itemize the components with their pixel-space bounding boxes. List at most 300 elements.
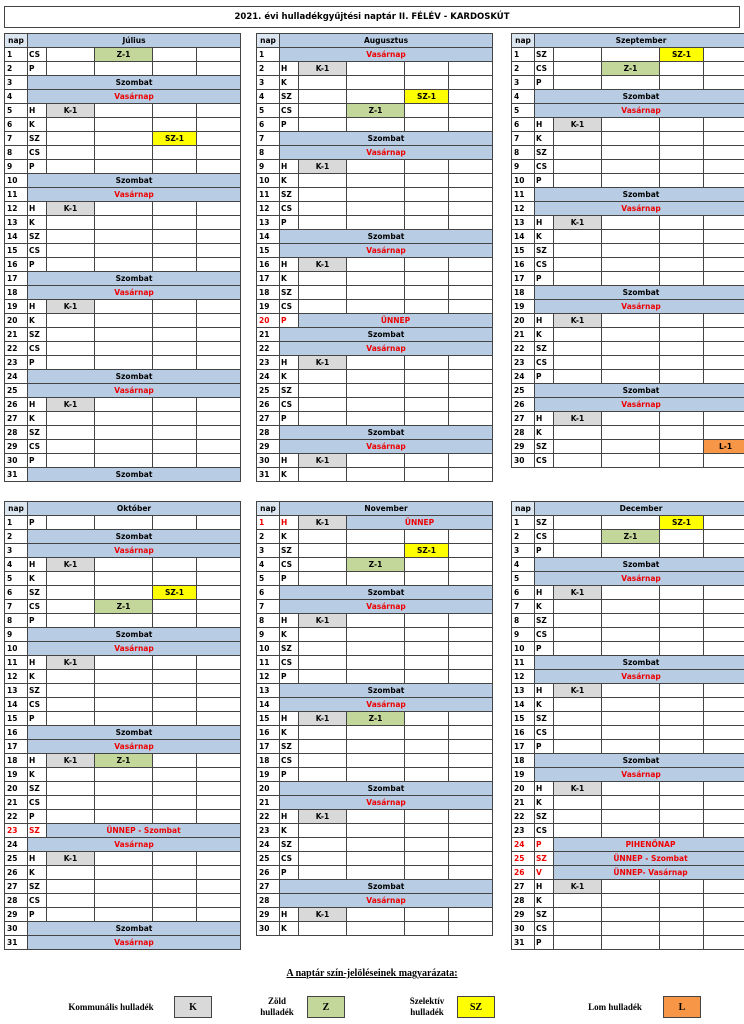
day-number: 2 [5,530,28,544]
day-number: 23 [5,824,28,838]
day-row [5,922,241,936]
empty-cell [197,146,241,160]
empty-cell [704,160,744,174]
day-number: 31 [5,936,28,950]
empty-cell [153,684,197,698]
day-number: 8 [257,146,280,160]
day-number: 3 [257,76,280,90]
day-number: 29 [5,440,28,454]
empty-cell [602,244,660,258]
empty-cell [299,412,347,426]
empty-cell [347,174,405,188]
day-number: 1 [512,48,535,62]
empty-cell [197,160,241,174]
weekday: SZ [28,426,47,440]
weekday: H [280,908,299,922]
empty-cell [602,908,660,922]
day-number: 30 [257,454,280,468]
empty-cell [704,740,744,754]
weekday: CS [535,726,554,740]
weekday: H [28,656,47,670]
weekday: CS [280,558,299,572]
day-row [257,796,493,810]
day-number: 19 [5,300,28,314]
month-header-row [257,34,493,48]
day-number: 2 [512,530,535,544]
month-header-row [512,502,744,516]
weekday: P [535,174,554,188]
weekday: H [280,62,299,76]
nap-header: nap [257,502,280,516]
weekday: H [280,516,299,530]
empty-cell [347,118,405,132]
empty-cell [153,600,197,614]
empty-cell [95,810,153,824]
empty-cell [197,894,241,908]
empty-cell [660,76,704,90]
empty-cell [660,740,704,754]
empty-cell [405,754,449,768]
saturday-label: Szombat [280,230,493,244]
day-number: 17 [5,272,28,286]
day-row [512,838,744,852]
day-number: 27 [512,412,535,426]
day-row [257,782,493,796]
empty-cell [153,160,197,174]
day-row [257,76,493,90]
empty-cell [602,586,660,600]
empty-cell [47,118,95,132]
weekday: SZ [280,384,299,398]
empty-cell [554,342,602,356]
day-row [5,558,241,572]
weekday: H [535,880,554,894]
day-row [512,852,744,866]
day-row [512,90,744,104]
empty-cell [405,712,449,726]
empty-cell [153,866,197,880]
day-row [512,698,744,712]
empty-cell [197,768,241,782]
empty-cell [153,782,197,796]
day-number: 28 [5,426,28,440]
empty-cell [704,454,744,468]
weekday: CS [280,754,299,768]
empty-cell [660,726,704,740]
day-row [512,726,744,740]
collection-code: K-1 [554,586,602,600]
empty-cell [299,384,347,398]
day-row [512,782,744,796]
day-number: 22 [512,342,535,356]
empty-cell [95,244,153,258]
collection-code: SZ-1 [153,132,197,146]
empty-cell [197,600,241,614]
empty-cell [704,642,744,656]
day-row [257,586,493,600]
day-row [512,146,744,160]
weekday: K [535,426,554,440]
empty-cell [554,698,602,712]
empty-cell [95,356,153,370]
day-number: 10 [512,642,535,656]
day-row [257,642,493,656]
weekday: CS [28,698,47,712]
legend-item [405,993,495,1021]
day-number: 20 [5,782,28,796]
weekday: K [535,328,554,342]
empty-cell [47,572,95,586]
empty-cell [602,726,660,740]
weekday: H [280,454,299,468]
empty-cell [347,544,405,558]
empty-cell [449,160,493,174]
empty-cell [704,796,744,810]
day-row [257,202,493,216]
day-number: 8 [512,146,535,160]
empty-cell [95,412,153,426]
day-row [257,188,493,202]
empty-cell [153,412,197,426]
day-number: 26 [257,866,280,880]
day-row [5,62,241,76]
empty-cell [660,936,704,950]
empty-cell [95,160,153,174]
empty-cell [153,572,197,586]
empty-cell [704,908,744,922]
day-row [512,104,744,118]
empty-cell [347,272,405,286]
day-row [512,300,744,314]
empty-cell [347,188,405,202]
weekday: CS [535,454,554,468]
empty-cell [405,628,449,642]
day-row [512,642,744,656]
empty-cell [602,146,660,160]
day-number: 9 [5,628,28,642]
month-name: November [280,502,493,516]
empty-cell [95,118,153,132]
sunday-label: Vasárnap [535,572,744,586]
saturday-label: Szombat [28,272,241,286]
empty-cell [660,440,704,454]
day-number: 30 [257,922,280,936]
empty-cell [602,600,660,614]
weekday: H [28,300,47,314]
weekday: K [535,698,554,712]
day-row [5,838,241,852]
day-row [257,272,493,286]
day-number: 4 [257,558,280,572]
holiday-label: ÜNNEP - Szombat [554,852,744,866]
empty-cell [449,454,493,468]
weekday: CS [280,202,299,216]
day-row [512,258,744,272]
day-row [512,614,744,628]
collection-code: K-1 [299,810,347,824]
collection-code: K-1 [554,684,602,698]
empty-cell [602,370,660,384]
day-row [512,384,744,398]
empty-cell [95,684,153,698]
day-number: 19 [257,768,280,782]
empty-cell [153,426,197,440]
empty-cell [405,614,449,628]
saturday-label: Szombat [280,586,493,600]
empty-cell [660,642,704,656]
empty-cell [197,782,241,796]
empty-cell [299,852,347,866]
empty-cell [405,810,449,824]
day-row [5,272,241,286]
month-name: Augusztus [280,34,493,48]
weekday: SZ [280,544,299,558]
empty-cell [554,160,602,174]
empty-cell [449,754,493,768]
day-row [5,426,241,440]
empty-cell [449,62,493,76]
empty-cell [299,726,347,740]
weekday: P [280,412,299,426]
sunday-label: Vasárnap [280,48,493,62]
empty-cell [449,398,493,412]
empty-cell [554,258,602,272]
day-number: 6 [5,118,28,132]
sunday-label: Vasárnap [535,398,744,412]
day-row [5,216,241,230]
empty-cell [95,146,153,160]
empty-cell [95,852,153,866]
day-row [5,300,241,314]
legend-item [575,993,701,1021]
weekday: SZ [28,586,47,600]
day-row [5,342,241,356]
day-number: 12 [512,670,535,684]
empty-cell [197,342,241,356]
day-row [257,90,493,104]
day-row [512,586,744,600]
weekday: P [535,740,554,754]
empty-cell [197,712,241,726]
empty-cell [660,244,704,258]
weekday: P [535,370,554,384]
month-name: Október [28,502,241,516]
day-number: 21 [5,796,28,810]
weekday: H [535,782,554,796]
empty-cell [299,740,347,754]
day-row [257,286,493,300]
empty-cell [449,824,493,838]
empty-cell [602,642,660,656]
day-number: 13 [512,216,535,230]
day-row [257,146,493,160]
empty-cell [602,426,660,440]
empty-cell [47,614,95,628]
empty-cell [554,530,602,544]
empty-cell [153,244,197,258]
weekday: CS [280,398,299,412]
empty-cell [347,922,405,936]
weekday: P [280,118,299,132]
empty-cell [347,908,405,922]
day-number: 1 [257,48,280,62]
month-name: Szeptember [535,34,744,48]
nap-header: nap [512,34,535,48]
day-row [5,202,241,216]
day-row [257,852,493,866]
empty-cell [660,412,704,426]
collection-code: K-1 [554,216,602,230]
day-row [257,132,493,146]
empty-cell [347,468,405,482]
empty-cell [153,104,197,118]
day-number: 11 [5,656,28,670]
day-number: 14 [512,230,535,244]
day-row [5,384,241,398]
empty-cell [554,796,602,810]
weekday: H [280,258,299,272]
day-row [512,600,744,614]
day-row [512,908,744,922]
empty-cell [405,356,449,370]
empty-cell [95,866,153,880]
day-number: 28 [5,894,28,908]
empty-cell [602,258,660,272]
weekday: CS [535,62,554,76]
empty-cell [704,628,744,642]
weekday: CS [28,600,47,614]
month-name: Július [28,34,241,48]
empty-cell [704,356,744,370]
empty-cell [47,426,95,440]
empty-cell [197,684,241,698]
collection-code: K-1 [299,454,347,468]
empty-cell [299,104,347,118]
weekday: SZ [28,880,47,894]
weekday: CS [280,852,299,866]
weekday: SZ [280,286,299,300]
weekday: K [535,796,554,810]
collection-code: K-1 [554,314,602,328]
empty-cell [197,118,241,132]
empty-cell [197,412,241,426]
empty-cell [405,866,449,880]
empty-cell [153,48,197,62]
empty-cell [299,530,347,544]
empty-cell [47,258,95,272]
empty-cell [153,146,197,160]
empty-cell [299,656,347,670]
empty-cell [299,370,347,384]
weekday: CS [535,922,554,936]
empty-cell [405,104,449,118]
saturday-label: Szombat [280,426,493,440]
weekday: SZ [280,188,299,202]
day-row [512,398,744,412]
collection-code: K-1 [299,160,347,174]
day-row [257,440,493,454]
empty-cell [704,922,744,936]
empty-cell [554,908,602,922]
empty-cell [95,104,153,118]
day-number: 13 [5,684,28,698]
empty-cell [660,216,704,230]
empty-cell [660,684,704,698]
empty-cell [405,272,449,286]
empty-cell [602,628,660,642]
day-row [512,572,744,586]
nap-header: nap [512,502,535,516]
empty-cell [347,824,405,838]
day-row [512,118,744,132]
empty-cell [347,754,405,768]
holiday-label: ÜNNEP [347,516,493,530]
day-row [5,936,241,950]
empty-cell [602,454,660,468]
sunday-label: Vasárnap [280,796,493,810]
holiday-label: ÜNNEP- Vasárnap [554,866,744,880]
day-number: 6 [257,586,280,600]
empty-cell [197,440,241,454]
weekday: K [535,132,554,146]
legend-color-box: L [663,996,701,1018]
empty-cell [299,216,347,230]
empty-cell [602,132,660,146]
weekday: P [535,76,554,90]
empty-cell [660,922,704,936]
empty-cell [197,698,241,712]
empty-cell [704,76,744,90]
day-row [512,426,744,440]
weekday: SZ [28,132,47,146]
day-number: 26 [5,398,28,412]
empty-cell [299,824,347,838]
weekday: SZ [535,146,554,160]
legend-title: A naptár szín-jelöléseinek magyarázata: [286,968,458,979]
day-number: 10 [257,174,280,188]
empty-cell [153,398,197,412]
weekday: SZ [28,230,47,244]
empty-cell [660,454,704,468]
empty-cell [299,300,347,314]
day-row [5,824,241,838]
empty-cell [347,216,405,230]
empty-cell [554,712,602,726]
empty-cell [95,572,153,586]
day-number: 30 [512,922,535,936]
empty-cell [449,572,493,586]
empty-cell [197,670,241,684]
day-number: 4 [5,90,28,104]
empty-cell [95,62,153,76]
day-row [257,118,493,132]
empty-cell [95,230,153,244]
empty-cell [347,300,405,314]
empty-cell [704,230,744,244]
holiday-label: ÜNNEP [299,314,493,328]
empty-cell [602,216,660,230]
empty-cell [47,516,95,530]
legend-color-box: Z [307,996,345,1018]
day-row [512,544,744,558]
weekday: P [28,614,47,628]
empty-cell [347,370,405,384]
empty-cell [197,866,241,880]
empty-cell [449,614,493,628]
day-row [512,712,744,726]
empty-cell [405,558,449,572]
day-number: 23 [512,824,535,838]
